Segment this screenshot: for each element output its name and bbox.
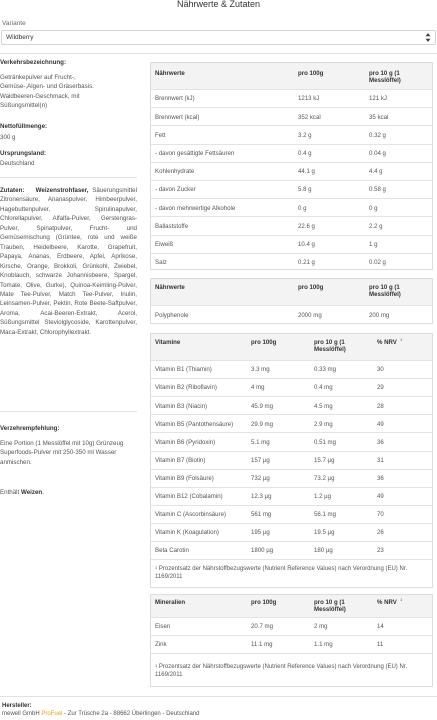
variant-selected-value: Wildberry	[6, 34, 34, 41]
contains-allergen: Weizen	[21, 489, 43, 496]
table-row	[151, 378, 432, 396]
table-cell: Brennwert (kJ)	[155, 95, 195, 103]
table-note-divider	[151, 559, 432, 560]
table-cell: Beta Carotin	[155, 547, 189, 555]
table-cell: 561 mg	[251, 511, 272, 519]
table-note-divider	[151, 653, 432, 654]
table-cell: 0.4 mg	[314, 384, 333, 392]
table-cell: 121 kJ	[369, 95, 387, 103]
table-cell: Salz	[155, 259, 167, 267]
table-cell: 1800 µg	[251, 547, 274, 555]
contains-prefix: Enthält	[0, 489, 20, 496]
table-header-cell: Nährwerte	[155, 70, 185, 77]
table-cell: 5.1 mg	[251, 438, 270, 446]
variant-label: Variante	[2, 20, 26, 27]
divider	[0, 53, 437, 54]
table-cell: 22.6 g	[298, 222, 315, 230]
table-cell: 49	[377, 493, 384, 501]
table-cell: 12.3 µg	[251, 493, 272, 501]
table-cell: Zink	[155, 641, 167, 649]
table-row	[151, 89, 432, 107]
table-cell: Vitamin K (Koagulation)	[155, 529, 219, 537]
table-row	[151, 432, 432, 450]
table-cell: 0.58 g	[369, 186, 386, 194]
ingredients-label: Zutaten:	[0, 187, 25, 194]
table-cell: 0 g	[298, 204, 307, 212]
footnote-text: Prozentsatz der Nährstoffbezugswerte (Nutrient Reference Values) nach Verordnung (EU) Nr. 1169/2011	[155, 664, 408, 678]
ingredients-rest: Säuerungsmittel Zitronensäure, Ananaspulver, Himbeerpulver, Hagebuttenpulver, Spirulinapulver, Chlorellapulver, Alfalfa-Pulver, Gerstengras-Pulver, Spinatpulver, Frucht- und Gemüsemischung (Grüntee, rote und weiße Trauben, Heidelbeere, Karotte, Grapefruit, Papaya, Ananas, Erdbeere, Apfel, Aprikose, Kirsche, Orange, Brokkoli, Grünkohl, Zwiebel, Knoblauch, schwarze Johannisbeere, Spargel, Tomate, Olive, Gurke), Quinoa-Keimling-Pulver, Mate Tee-Pulver, Match Tee-Pulver, Inulin, Leinsamen-Pulver, Pektin, Rote Beete-Saftpulver, Aroma, Acai-Beeren-Extrakt, Acerol, Süßungsmittel Steviolglycoside, Karottenpulver, Maca-Extrakt, Chlorophyllextrakt.	[0, 187, 137, 336]
page-title: Nährwerte & Zutaten	[176, 0, 261, 9]
manufacturer-info	[2, 702, 199, 718]
usage-label: Verzehrempfehlung:	[0, 425, 60, 432]
vitamins-table	[150, 333, 433, 588]
table-cell: 2000 mg	[298, 311, 322, 319]
manufacturer-label: Hersteller:	[2, 703, 32, 709]
polyphenols-table	[150, 278, 433, 324]
table-cell: Brennwert (kcal)	[155, 113, 200, 121]
table-cell: 1.1 mg	[314, 641, 333, 649]
table-cell: 35 kcal	[369, 113, 389, 121]
table-cell: Vitamin C (Ascorbinsäure)	[155, 511, 227, 519]
origin-label: Ursprungsland:	[0, 150, 47, 157]
table-header-row	[151, 334, 432, 360]
table-cell: 0.4 g	[298, 149, 312, 157]
table-row	[151, 617, 432, 635]
table-cell: 26	[377, 529, 384, 537]
table-row	[151, 198, 432, 216]
designation-label: Verkehrsbezeichnung:	[0, 59, 67, 66]
table-cell: Eiweiß	[155, 240, 174, 248]
table-cell: - davon Zucker	[155, 186, 196, 194]
table-cell: Eisen	[155, 623, 171, 631]
ingredients-first: Weizenstrohfaser,	[35, 187, 89, 194]
table-cell: 195 µg	[251, 529, 270, 537]
table-cell: 31	[377, 456, 384, 464]
table-cell: 28	[377, 402, 384, 410]
table-row	[151, 162, 432, 180]
table-row	[151, 541, 432, 559]
allergen-note	[0, 488, 137, 497]
table-header-cell: pro 100g	[251, 339, 277, 346]
table-cell: Vitamin B7 (Biotin)	[155, 456, 206, 464]
table-cell: 0 g	[369, 204, 378, 212]
manufacturer-company: mewell GmbH	[2, 711, 40, 717]
table-cell: 1.2 µg	[314, 493, 332, 501]
table-cell: Fett	[155, 131, 166, 139]
table-header-cell: Vitamine	[155, 339, 181, 346]
table-cell: 49	[377, 420, 384, 428]
table-cell: 15.7 µg	[314, 456, 335, 464]
table-row	[151, 635, 432, 653]
table-cell: 0.04 g	[369, 149, 386, 157]
origin-value: Deutschland	[0, 160, 35, 167]
table-cell: 44.1 g	[298, 168, 315, 176]
table-row	[151, 360, 432, 378]
table-row	[151, 235, 432, 253]
table-header-cell: % NRV	[377, 599, 397, 606]
table-header-row	[151, 595, 432, 617]
table-cell: Vitamin B3 (Niacin)	[155, 402, 208, 410]
table-cell: 157 µg	[251, 456, 270, 464]
table-cell: 352 kcal	[298, 113, 321, 121]
table-cell: 11	[377, 641, 384, 649]
table-cell: Vitamin B1 (Thiamin)	[155, 366, 212, 374]
table-row	[151, 216, 432, 234]
table-cell: 29	[377, 384, 384, 392]
table-cell: 0.02 g	[369, 259, 386, 267]
table-row	[151, 180, 432, 198]
minerals-table	[150, 594, 433, 687]
manufacturer-address: - Zur Trüsche 2a - 88662 Überlingen - Deutschland	[64, 711, 200, 717]
table-header-cell: pro 10 g (1 Messlöffel)	[314, 599, 346, 614]
table-cell: Vitamin B5 (Pantothensäure)	[155, 420, 234, 428]
table-cell: 4.4 g	[369, 168, 383, 176]
table-row	[151, 396, 432, 414]
table-cell: Kohlenhydrate	[155, 168, 195, 176]
table-row	[151, 451, 432, 469]
table-cell: 11.1 mg	[251, 641, 273, 649]
table-cell: 19.5 µg	[314, 529, 335, 537]
table-header-cell: Nährwerte	[155, 284, 185, 291]
table-row	[151, 144, 432, 162]
ingredients-text	[0, 186, 137, 337]
brand-name: ProFuel	[41, 711, 63, 717]
table-cell: 70	[377, 511, 384, 519]
table-cell: 5.8 g	[298, 186, 312, 194]
table-row	[151, 414, 432, 432]
table-cell: 2 mg	[314, 623, 328, 631]
table-cell: 200 mg	[369, 311, 390, 319]
table-cell: 1 g	[369, 240, 378, 248]
table-cell: 0.33 mg	[314, 366, 337, 374]
table-cell: 4 mg	[251, 384, 265, 392]
table-header-cell: pro 10 g (1 Messlöffel)	[369, 70, 401, 85]
table-footnote	[155, 566, 427, 581]
table-header-row	[151, 63, 432, 89]
table-cell: 3.3 mg	[251, 366, 270, 374]
table-cell: 732 µg	[251, 474, 270, 482]
footnote-text: Prozentsatz der Nährstoffbezugswerte (Nutrient Reference Values) nach Verordnung (EU) Nr. 1169/2011	[155, 566, 408, 580]
table-cell: 0.32 g	[369, 131, 386, 139]
table-header-cell: Mineralien	[155, 599, 186, 606]
table-footnote	[155, 664, 427, 679]
table-header-cell: % NRV	[377, 339, 397, 346]
table-header-row	[151, 279, 432, 305]
table-cell: 36	[377, 438, 384, 446]
table-cell: 56.1 mg	[314, 511, 337, 519]
table-cell: 73.2 µg	[314, 474, 335, 482]
net-weight-label: Nettofüllmenge:	[0, 123, 48, 130]
table-cell: - davon gesättigte Fettsäuren	[155, 149, 235, 157]
table-cell: 29.9 mg	[251, 420, 274, 428]
variant-select[interactable]	[1, 30, 436, 45]
table-cell: 2.9 mg	[314, 420, 333, 428]
table-cell: 14	[377, 623, 384, 631]
divider	[0, 411, 137, 412]
table-row	[151, 487, 432, 505]
table-cell: 10.4 g	[298, 240, 315, 248]
table-row	[151, 125, 432, 143]
table-cell: 3.2 g	[298, 131, 312, 139]
table-cell: 30	[377, 366, 384, 374]
table-header-cell: pro 100g	[298, 70, 324, 77]
table-cell: 4.5 mg	[314, 402, 333, 410]
footnote-marker: 1	[400, 337, 403, 342]
table-cell: Vitamin B6 (Pyridoxin)	[155, 438, 216, 446]
table-cell: 0.51 mg	[314, 438, 337, 446]
table-cell: - davon mehrwertige Alkohole	[155, 204, 236, 212]
table-cell: 180 µg	[314, 547, 333, 555]
designation-text: Getränkepulver auf Frucht-, Gemüse-,Algen- und Gräserbasis. Waldbeeren-Geschmack, mit Süßungsmittel(n)	[0, 74, 94, 110]
table-cell: 45.9 mg	[251, 402, 274, 410]
table-header-cell: pro 10 g (1 Messlöffel)	[369, 284, 401, 299]
table-row	[151, 253, 432, 271]
footnote-marker: 1	[400, 597, 403, 602]
table-row	[151, 469, 432, 487]
table-row	[151, 505, 432, 523]
net-weight-value: 300 g	[0, 134, 16, 141]
footnote-marker: 1	[155, 663, 158, 668]
table-header-cell: pro 10 g (1 Messlöffel)	[314, 339, 346, 354]
contains-suffix: .	[42, 489, 44, 496]
table-cell: Polyphenole	[155, 311, 189, 319]
table-row	[151, 107, 432, 125]
table-header-cell: pro 100g	[298, 284, 324, 291]
table-row	[151, 523, 432, 541]
select-arrows-icon	[425, 32, 431, 43]
table-cell: Vitamin B9 (Folsäure)	[155, 474, 214, 482]
divider	[0, 177, 137, 178]
usage-text: Eine Portion (1 Messlöffel mit 10g) Grünzeug Superfoods-Pulver mit 250-350 ml Wasser anmischen.	[0, 440, 124, 466]
nutrition-table	[150, 62, 433, 270]
table-header-cell: pro 100g	[251, 599, 277, 606]
table-cell: 23	[377, 547, 384, 555]
table-cell: Ballaststoffe	[155, 222, 189, 230]
table-cell: 2.2 g	[369, 222, 383, 230]
divider	[0, 696, 437, 697]
footnote-marker: 1	[155, 565, 158, 570]
table-cell: Vitamin B12 (Cobalamin)	[155, 493, 223, 501]
table-cell: 20.7 mg	[251, 623, 274, 631]
table-cell: 1213 kJ	[298, 95, 320, 103]
table-cell: 36	[377, 474, 384, 482]
table-row	[151, 305, 432, 324]
table-cell: Vitamin B2 (Riboflavin)	[155, 384, 217, 392]
table-cell: 0.21 g	[298, 259, 315, 267]
